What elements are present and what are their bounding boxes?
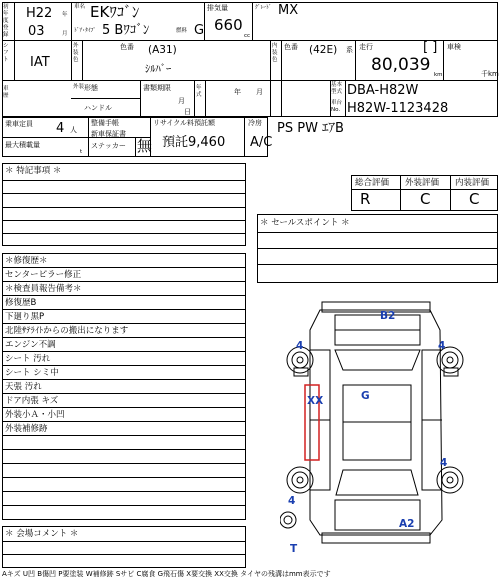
- outer-label: 外装: [73, 84, 85, 90]
- person-label: 人: [70, 126, 77, 134]
- tire-rear-left: [287, 467, 313, 493]
- inspector-note: 下廻り黒P: [5, 312, 45, 322]
- inspection-label: 車検: [447, 43, 461, 51]
- inspector-note: 北陸ｻﾃﾗｲﾄからの搬出になります: [5, 326, 129, 336]
- chassis-value: H82W-1123428: [347, 101, 449, 116]
- inspector-note: エンジン不調: [5, 340, 56, 350]
- interior-score-label: 内装評価: [455, 178, 490, 188]
- mark-rear: A2: [399, 518, 415, 530]
- inspector-note: シート 汚れ: [5, 354, 51, 364]
- kei-label: 系: [346, 46, 353, 54]
- venue-comment-title: ＊ 会場コメント ＊: [5, 529, 79, 539]
- recycle-label: リサイクル料預託額: [153, 119, 216, 127]
- tire-rear-right: [437, 467, 463, 493]
- equipment-value: PS PW ｴｱB: [277, 121, 344, 136]
- door-type: 5 Bﾜｺﾞﾝ: [102, 23, 150, 38]
- mark-center: G: [361, 390, 370, 402]
- color-name: ｼﾙﾊﾞｰ: [145, 63, 172, 75]
- sales-point-title: ＊ セールスポイント ＊: [260, 218, 350, 228]
- mark-front: B2: [380, 310, 396, 322]
- displacement-value: 660: [214, 16, 243, 34]
- doc-day-label: 日: [184, 108, 191, 116]
- car-name: EKﾜｺﾞﾝ: [90, 3, 140, 21]
- grade-label: ｸﾞﾚｰﾄﾞ: [255, 5, 272, 11]
- shift-label: シフト: [3, 43, 9, 63]
- recycle-value: 預託9,460: [162, 135, 226, 150]
- model-value: DBA-H82W: [347, 83, 419, 98]
- inspector-note: ドア内張 キズ: [5, 396, 59, 406]
- tire-depth-rear-left: 4: [288, 495, 296, 507]
- int-color-no-label: 色番: [284, 43, 298, 51]
- mark-tail: T: [290, 543, 298, 555]
- mark-pillar: XX: [307, 395, 324, 407]
- repair-item: センターピラー修正: [5, 270, 82, 280]
- cc-label: cc: [244, 33, 251, 39]
- inspector-note: 外装小Ａ・小凹: [5, 410, 65, 420]
- tire-depth-rear-right: 4: [440, 457, 448, 469]
- model-year-year: 年: [234, 88, 241, 96]
- shodo-label: 初年度登録: [3, 4, 9, 38]
- form-label: 形態: [84, 84, 98, 92]
- doc-month-label: 月: [178, 97, 185, 105]
- inspector-note: 外装補修跡: [5, 424, 48, 434]
- capacity-value: 4: [56, 121, 65, 136]
- tire-depth-front-right: 4: [438, 340, 446, 352]
- mileage-bracket: [ ]: [423, 40, 438, 55]
- absent-mark: 無: [137, 137, 153, 155]
- shift-value: IAT: [30, 55, 50, 70]
- grade-value: MX: [278, 3, 299, 18]
- inspector-note: シート シミ中: [5, 368, 59, 378]
- t-label: t: [80, 149, 83, 155]
- car-damage-diagram: [280, 290, 480, 560]
- handle-label: ハンドル: [84, 104, 112, 112]
- capacity-label: 乗車定員: [5, 120, 33, 128]
- month-label: 月: [62, 31, 68, 37]
- spare-tire: [280, 512, 296, 528]
- fuel-label: 燃料: [176, 28, 188, 34]
- total-score: R: [360, 190, 371, 208]
- exterior-score: C: [420, 190, 431, 208]
- month-value: 03: [28, 24, 45, 39]
- car-name-label: 車名: [74, 4, 86, 10]
- damage-legend: Aキズ U凹 B傷凹 P要塗装 W補修跡 Sサビ C腐食 G飛石傷 X要交換 XX交換 タイヤの残溝はmm表示です: [2, 570, 331, 578]
- total-score-label: 総合評価: [355, 178, 390, 188]
- color-no: (A31): [148, 44, 177, 56]
- color-no-label: 色番: [120, 43, 134, 51]
- interior-color-label: 内装色: [272, 43, 278, 63]
- ac-label: 冷房: [248, 119, 262, 127]
- history-label: 車歴: [3, 86, 9, 99]
- exterior-color-label: 外装色: [73, 43, 79, 63]
- km-label: km: [434, 72, 443, 78]
- sticker-label: ステッカー: [91, 142, 126, 150]
- mileage-value: 80,039: [371, 55, 431, 75]
- mileage-label: 走行: [359, 43, 373, 51]
- year-label: 年: [62, 12, 68, 18]
- chassis-label: 車台No.: [331, 100, 343, 113]
- exterior-score-label: 外装評価: [405, 178, 440, 188]
- fuel-value: G: [194, 23, 205, 38]
- warranty-label: 新車保証書: [91, 130, 126, 138]
- ac-value: A/C: [250, 135, 273, 150]
- special-notes-title: ＊ 特記事項 ＊: [5, 166, 62, 176]
- inspector-note: 修復歴B: [5, 298, 37, 308]
- door-type-label: ﾄﾞｱ･ﾀｲﾌﾟ: [74, 28, 97, 34]
- doc-deadline-label: 書類期限: [143, 84, 171, 92]
- thousand-km-label: 千km: [481, 70, 499, 78]
- rear-window: [336, 470, 418, 495]
- model-year-label: 年式: [196, 85, 202, 98]
- repair-title: ＊修復歴＊: [5, 256, 48, 266]
- windshield: [335, 350, 420, 370]
- year-value: H22: [26, 6, 53, 21]
- int-color-no: (42E): [309, 44, 338, 56]
- model-label: 基本型式: [331, 82, 343, 95]
- displacement-label: 排気量: [207, 4, 228, 12]
- interior-score: C: [469, 190, 480, 208]
- model-year-month: 月: [256, 88, 263, 96]
- tire-depth-front-left: 4: [296, 340, 304, 352]
- maintenance-label: 整備手帳: [91, 119, 119, 127]
- inspector-note: 天張 汚れ: [5, 382, 42, 392]
- max-load-label: 最大積載量: [5, 141, 40, 149]
- inspector-title: ＊検査員報告備考＊: [5, 284, 82, 294]
